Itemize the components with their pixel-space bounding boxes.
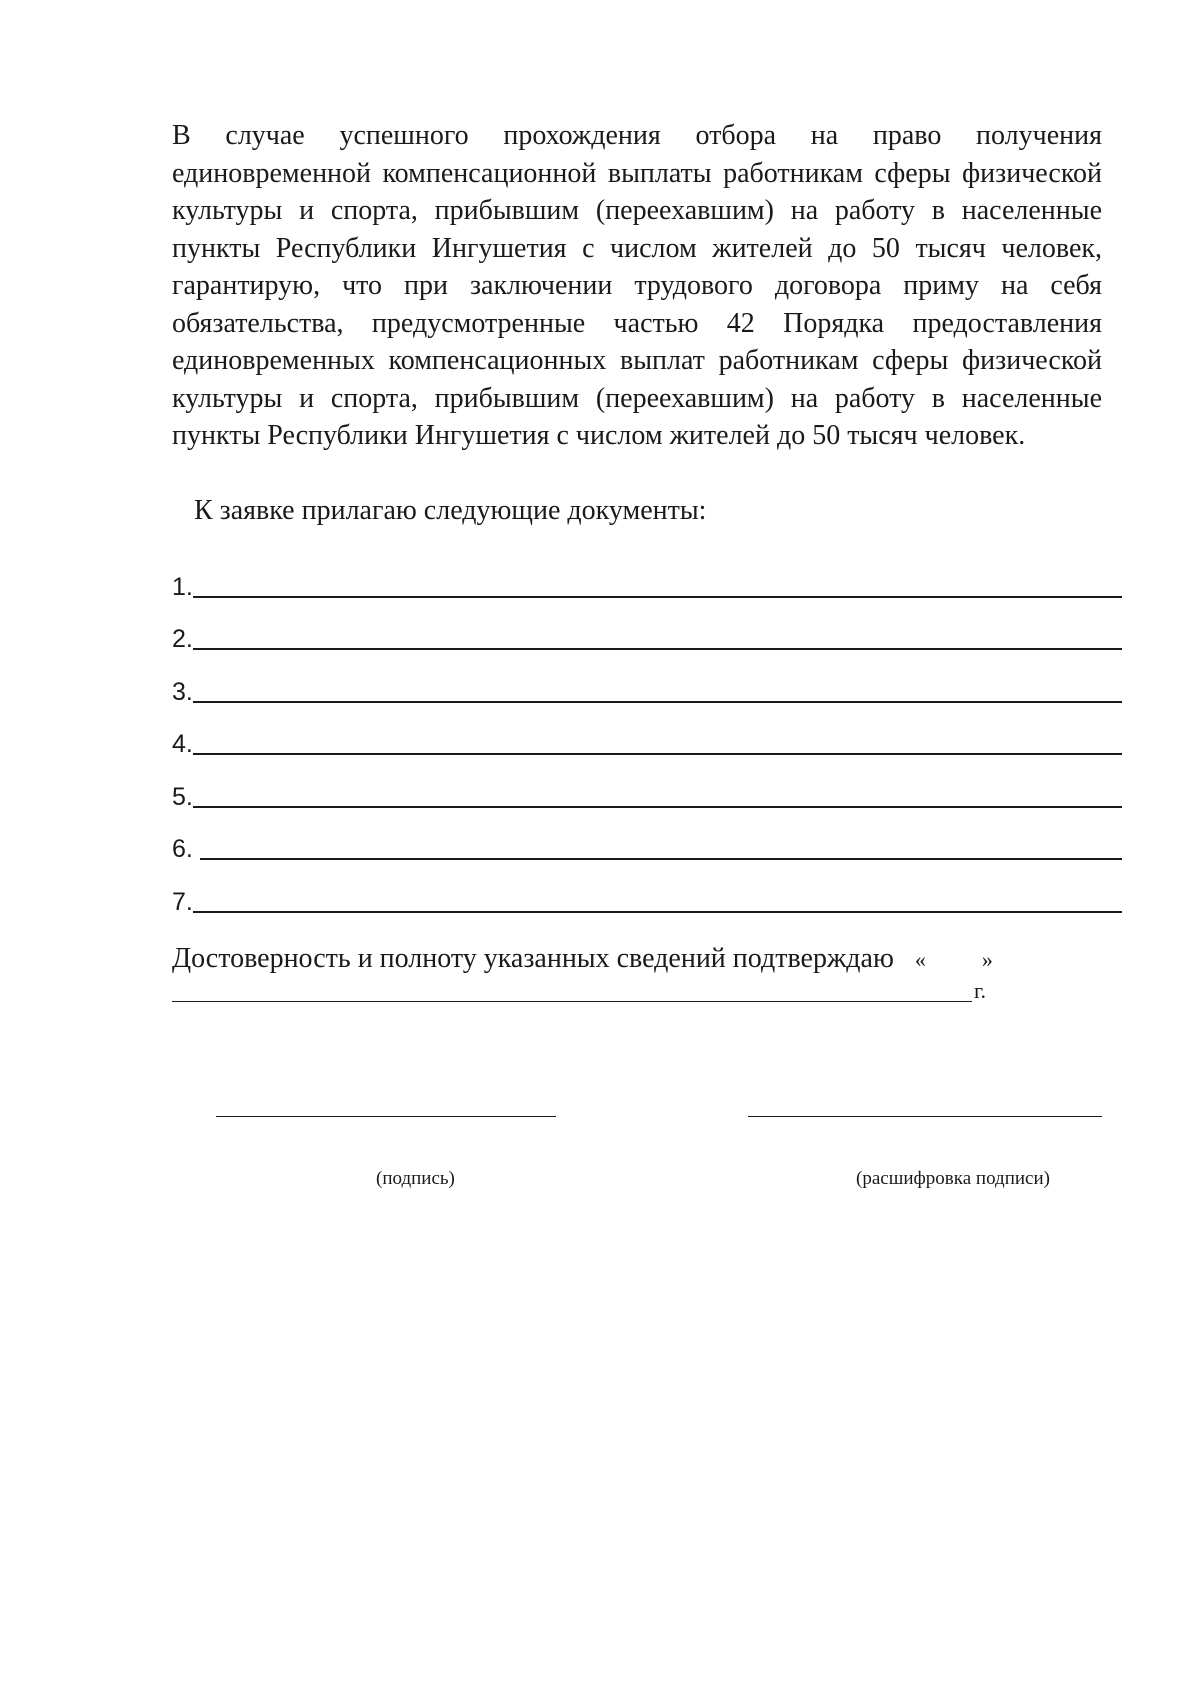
attachment-item — [172, 863, 1122, 916]
attachment-blank-field[interactable] — [193, 624, 1122, 650]
confirmation-text: Достоверность и полноту указанных сведений подтверждаю — [172, 943, 894, 974]
confirmation-statement — [172, 942, 993, 977]
attachment-number: 6. — [172, 835, 200, 863]
attachment-item — [172, 811, 1122, 864]
date-quote-open: « — [914, 947, 926, 972]
attachment-blank-field[interactable] — [193, 572, 1122, 598]
attachment-item — [172, 653, 1122, 706]
date-line — [172, 980, 986, 1002]
attachment-number: 2. — [172, 625, 193, 653]
attachment-item — [172, 706, 1122, 759]
attachment-item — [172, 601, 1122, 654]
signature-decoding-blank-field[interactable] — [748, 1116, 1102, 1117]
date-quote-close: » — [981, 947, 993, 972]
attachment-number: 3. — [172, 677, 193, 706]
attachment-item — [172, 548, 1122, 601]
attachment-blank-field[interactable] — [193, 782, 1122, 808]
attachment-blank-field[interactable] — [193, 729, 1122, 755]
attachment-number: 7. — [172, 887, 193, 916]
attachment-blank-field[interactable] — [193, 677, 1122, 703]
attachments-list — [172, 548, 1122, 916]
attachment-number: 1. — [172, 572, 193, 601]
attachment-item — [172, 758, 1122, 811]
attachment-number: 5. — [172, 782, 193, 811]
signature-blank-field[interactable] — [216, 1116, 556, 1117]
attachment-number: 4. — [172, 730, 193, 758]
signature-decoding-caption: (расшифровка подписи) — [856, 1168, 1050, 1189]
signature-caption: (подпись) — [376, 1168, 455, 1189]
year-suffix: г. — [974, 978, 987, 1003]
guarantee-paragraph: В случае успешного прохождения отбора на право получения единовременной компенсационной выплаты работникам сферы физической культуры и спорта, прибывшим (переехавшим) на работу в населенные пункты Республики Ингушетия с числом жителей до 50 тысяч человек, гарантирую, что при заключении трудового договора приму на себя обязательства, предусмотренные частью 42 Порядка предоставления единовременных компенсационных выплат работникам сферы физической культуры и спорта, прибывшим (переехавшим) на работу в населенные пункты Республики Ингушетия с числом жителей до 50 тысяч человек. — [172, 120, 1102, 451]
attachment-blank-field[interactable] — [193, 887, 1122, 913]
attachments-label: К заявке прилагаю следующие документы: — [194, 495, 707, 526]
date-blank-field[interactable] — [172, 981, 972, 1002]
attachment-blank-field[interactable] — [200, 834, 1122, 860]
